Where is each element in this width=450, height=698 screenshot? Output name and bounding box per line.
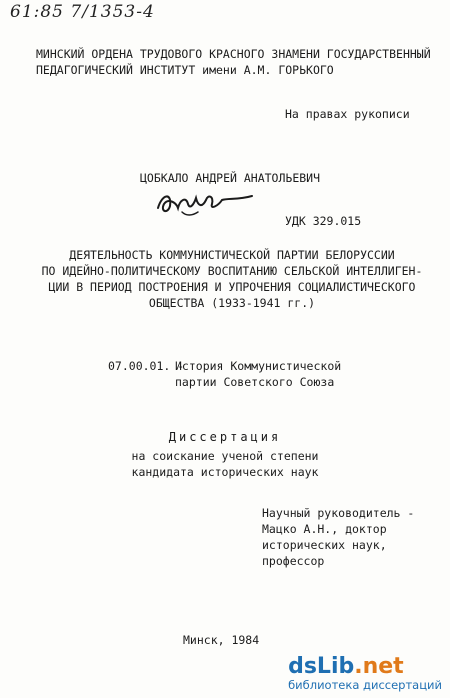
specialty-line: партии Советского Союза [175,375,335,389]
degree-line: кандидата исторических наук [131,465,319,479]
institution-line: МИНСКИЙ ОРДЕНА ТРУДОВОГО КРАСНОГО ЗНАМЕНИ ГОСУДАРСТВЕННЫЙ [36,47,431,61]
author-name: ЦОБКАЛО АНДРЕЙ АНАТОЛЬЕВИЧ [140,171,321,185]
title-line: ОБЩЕСТВА (1933-1941 гг.) [148,296,316,310]
title-line: ЦИИ В ПЕРИОД ПОСТРОЕНИЯ И УПРОЧЕНИЯ СОЦИАЛИСТИЧЕСКОГО [48,280,416,294]
manuscript-note: На правах рукописи [285,107,410,121]
city-year: Минск, 1984 [183,633,260,647]
watermark-logo-domain: .net [354,654,404,679]
watermark-logo [288,656,442,678]
document-type: Диссертация [168,430,282,444]
degree-sought [0,448,450,480]
supervisor-line: Научный руководитель - [262,506,415,520]
specialty-code: 07.00.01. - [108,359,185,373]
supervisor-line: исторических наук, [262,538,387,552]
specialty-line: История Коммунистической [175,359,342,373]
dissertation-title [32,247,432,311]
institution-name [36,46,431,78]
udk-code: УДК 329.015 [285,214,362,228]
supervisor-line: профессор [262,554,325,568]
dslib-watermark[interactable] [288,656,442,692]
handwritten-catalog-number: 61:85 7/1353-4 [10,2,155,22]
supervisor-line: Мацко А.Н., доктор [262,522,387,536]
supervisor-block [262,505,414,569]
watermark-subtitle: библиотека диссертаций [288,678,442,692]
institution-line: ПЕДАГОГИЧЕСКИЙ ИНСТИТУТ имени А.М. ГОРЬКОГО [36,63,334,77]
title-line: ПО ИДЕЙНО-ПОЛИТИЧЕСКОМУ ВОСПИТАНИЮ СЕЛЬСКОЙ ИНТЕЛЛИГЕН- [41,264,423,278]
author-signature [152,182,262,222]
specialty-name [175,358,341,390]
watermark-logo-main: dsLib [288,654,355,679]
degree-line: на соискание ученой степени [131,449,319,463]
title-line: ДЕЯТЕЛЬНОСТЬ КОММУНИСТИЧЕСКОЙ ПАРТИИ БЕЛОРУССИИ [69,248,395,262]
